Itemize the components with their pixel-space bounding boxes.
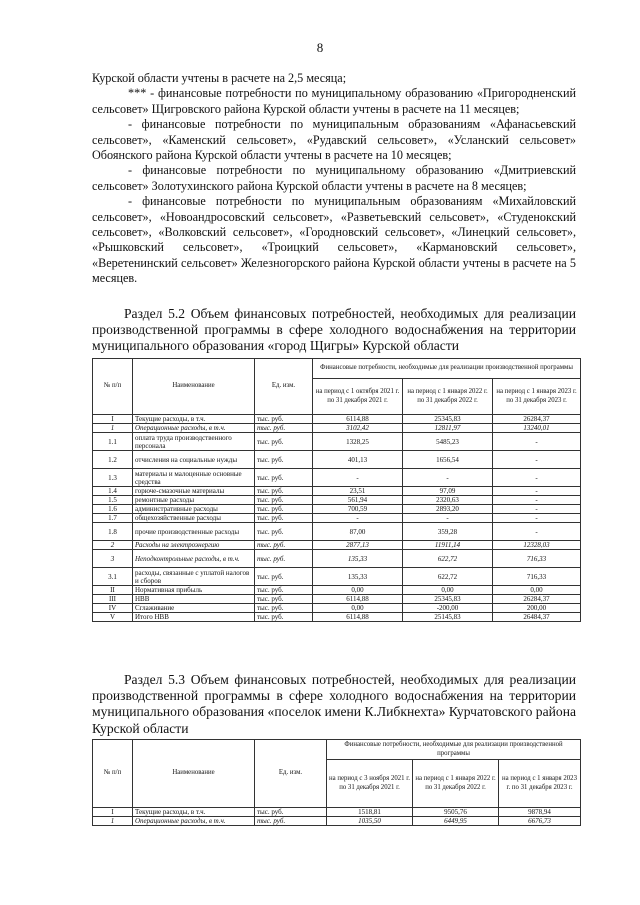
- row-unit: тыс. руб.: [255, 817, 327, 826]
- row-unit: тыс. руб.: [255, 424, 313, 433]
- table-row: [93, 451, 581, 469]
- table-row: [93, 487, 581, 496]
- row-unit: тыс. руб.: [255, 415, 313, 424]
- row-name: Текущие расходы, в т.ч.: [133, 808, 255, 817]
- row-number: 2: [93, 541, 133, 550]
- value-period-2: 359,28: [403, 523, 493, 541]
- row-number: 1: [93, 817, 133, 826]
- row-number: 1.3: [93, 469, 133, 487]
- value-period-2: 25345,83: [403, 595, 493, 604]
- header-unit: Ед. изм.: [255, 740, 327, 808]
- value-period-3: 9878,94: [499, 808, 581, 817]
- row-unit: тыс. руб.: [255, 613, 313, 622]
- row-unit: тыс. руб.: [255, 586, 313, 595]
- table-row: [93, 817, 581, 826]
- value-period-3: 6676,73: [499, 817, 581, 826]
- value-period-2: 12811,97: [403, 424, 493, 433]
- header-period-1: на период с 1 октября 2021 г. по 31 декабря 2021 г.: [313, 379, 403, 415]
- table-row: [93, 496, 581, 505]
- row-unit: тыс. руб.: [255, 523, 313, 541]
- row-unit: тыс. руб.: [255, 469, 313, 487]
- section-5-3-heading: [92, 672, 576, 737]
- table-row: [93, 568, 581, 586]
- row-unit: тыс. руб.: [255, 505, 313, 514]
- value-period-2: 622,72: [403, 568, 493, 586]
- row-number: 1: [93, 424, 133, 433]
- row-number: I: [93, 415, 133, 424]
- header-period-2: на период с 1 января 2022 г. по 31 декабря 2022 г.: [413, 760, 499, 808]
- row-name: Операционные расходы, в т.ч.: [133, 424, 255, 433]
- row-number: III: [93, 595, 133, 604]
- paragraph: - финансовые потребности по муниципальному образованию «Дмитриевский сельсовет» Золотухинского района Курской области учтены в расчете на 8 месяцев;: [92, 163, 576, 193]
- value-period-3: -: [493, 514, 581, 523]
- row-number: IV: [93, 604, 133, 613]
- value-period-2: 9505,76: [413, 808, 499, 817]
- value-period-1: 6114,88: [313, 415, 403, 424]
- value-period-3: 0,00: [493, 586, 581, 595]
- value-period-2: -: [403, 514, 493, 523]
- header-num: № п/п: [93, 359, 133, 415]
- row-unit: тыс. руб.: [255, 433, 313, 451]
- row-name: расходы, связанные с уплатой налогов и сборов: [133, 568, 255, 586]
- header-period-3: на период с 1 января 2023 г. по 31 декабря 2023 г.: [499, 760, 581, 808]
- row-name: общехозяйственные расходы: [133, 514, 255, 523]
- table-row: [93, 595, 581, 604]
- table-row: [93, 415, 581, 424]
- header-name: Наименование: [133, 359, 255, 415]
- row-unit: тыс. руб.: [255, 451, 313, 469]
- value-period-3: -: [493, 487, 581, 496]
- row-number: 1.4: [93, 487, 133, 496]
- row-unit: тыс. руб.: [255, 568, 313, 586]
- section-5-2-heading: [92, 306, 576, 355]
- row-name: горюче-смазочные материалы: [133, 487, 255, 496]
- body-text: [92, 71, 576, 287]
- row-number: 1.5: [93, 496, 133, 505]
- value-period-1: 135,33: [313, 568, 403, 586]
- row-number: 1.7: [93, 514, 133, 523]
- paragraph: - финансовые потребности по муниципальным образованиям «Афанасьевский сельсовет», «Каменский сельсовет», «Рудавский сельсовет», «Усланский сельсовет» Обоянского района Курской области учтены в расчете на 10 месяцев;: [92, 117, 576, 163]
- value-period-3: -: [493, 505, 581, 514]
- row-unit: тыс. руб.: [255, 595, 313, 604]
- value-period-3: -: [493, 496, 581, 505]
- value-period-1: 2877,13: [313, 541, 403, 550]
- section-heading-text: Раздел 5.2 Объем финансовых потребностей, необходимых для реализации производственной программы в сфере холодного водоснабжения на территории муниципального образования «город Щигры» Курской области: [92, 306, 576, 354]
- value-period-3: 716,33: [493, 550, 581, 568]
- header-name: Наименование: [133, 740, 255, 808]
- row-name: Неподконтрольные расходы, в т.ч.: [133, 550, 255, 568]
- value-period-3: 13240,01: [493, 424, 581, 433]
- value-period-3: 26284,37: [493, 595, 581, 604]
- header-group: Финансовые потребности, необходимые для реализации производственной программы: [327, 740, 581, 760]
- page-number: 8: [316, 40, 324, 55]
- value-period-2: 622,72: [403, 550, 493, 568]
- section-heading-text: Раздел 5.3 Объем финансовых потребностей, необходимых для реализации производственной программы в сфере холодного водоснабжения на территории муниципального образования «поселок имени К.Либкнехта» Курчатовского района Курской области: [92, 672, 576, 736]
- value-period-2: 97,09: [403, 487, 493, 496]
- value-period-2: 25145,83: [403, 613, 493, 622]
- value-period-1: -: [313, 469, 403, 487]
- header-period-1: на период с 3 ноября 2021 г. по 31 декабря 2021 г.: [327, 760, 413, 808]
- value-period-3: 12328,03: [493, 541, 581, 550]
- header-period-2: на период с 1 января 2022 г. по 31 декабря 2022 г.: [403, 379, 493, 415]
- row-name: Расходы на электроэнергию: [133, 541, 255, 550]
- table-row: [93, 586, 581, 595]
- row-name: отчисления на социальные нужды: [133, 451, 255, 469]
- value-period-1: 0,00: [313, 604, 403, 613]
- row-unit: тыс. руб.: [255, 487, 313, 496]
- row-unit: тыс. руб.: [255, 808, 327, 817]
- header-unit: Ед. изм.: [255, 359, 313, 415]
- row-name: Операционные расходы, в т.ч.: [133, 817, 255, 826]
- value-period-2: 1656,54: [403, 451, 493, 469]
- value-period-1: 1328,25: [313, 433, 403, 451]
- row-unit: тыс. руб.: [255, 496, 313, 505]
- row-name: административные расходы: [133, 505, 255, 514]
- value-period-3: -: [493, 451, 581, 469]
- value-period-2: 5485,23: [403, 433, 493, 451]
- row-number: V: [93, 613, 133, 622]
- value-period-3: -: [493, 433, 581, 451]
- row-number: 1.6: [93, 505, 133, 514]
- value-period-2: 11911,14: [403, 541, 493, 550]
- table-row: [93, 613, 581, 622]
- table-row: [93, 550, 581, 568]
- row-unit: тыс. руб.: [255, 541, 313, 550]
- table-row: [93, 469, 581, 487]
- row-unit: тыс. руб.: [255, 604, 313, 613]
- value-period-3: 26484,37: [493, 613, 581, 622]
- row-name: Текущие расходы, в т.ч.: [133, 415, 255, 424]
- value-period-2: 6449,95: [413, 817, 499, 826]
- row-number: 1.1: [93, 433, 133, 451]
- row-name: НВВ: [133, 595, 255, 604]
- value-period-2: 25345,83: [403, 415, 493, 424]
- value-period-2: 0,00: [403, 586, 493, 595]
- row-name: Сглаживание: [133, 604, 255, 613]
- value-period-1: 0,00: [313, 586, 403, 595]
- row-name: Итого НВВ: [133, 613, 255, 622]
- value-period-3: -: [493, 469, 581, 487]
- value-period-2: -: [403, 469, 493, 487]
- value-period-2: -200,00: [403, 604, 493, 613]
- paragraph: - финансовые потребности по муниципальным образованиям «Михайловский сельсовет», «Новоандросовский сельсовет», «Разветьевский сельсовет», «Студенокский сельсовет», «Волковский сельсовет», «Городновский сельсовет», «Линецкий сельсовет», «Рышковский сельсовет», «Троицкий сельсовет», «Кармановский сельсовет», «Веретенинский сельсовет» Железногорского района Курской области учтены в расчете на 5 месяцев.: [92, 194, 576, 286]
- section-5-3-table: [92, 739, 581, 826]
- value-period-1: 3102,42: [313, 424, 403, 433]
- value-period-1: 23,51: [313, 487, 403, 496]
- row-number: II: [93, 586, 133, 595]
- header-num: № п/п: [93, 740, 133, 808]
- table-row: [93, 433, 581, 451]
- row-number: 3.1: [93, 568, 133, 586]
- value-period-3: 716,33: [493, 568, 581, 586]
- value-period-1: 87,00: [313, 523, 403, 541]
- value-period-1: 6114,88: [313, 613, 403, 622]
- row-unit: тыс. руб.: [255, 550, 313, 568]
- row-unit: тыс. руб.: [255, 514, 313, 523]
- table-row: [93, 505, 581, 514]
- row-name: прочие производственные расходы: [133, 523, 255, 541]
- row-name: материалы и малоценные основные средства: [133, 469, 255, 487]
- value-period-1: 6114,88: [313, 595, 403, 604]
- table-row: [93, 604, 581, 613]
- row-number: 1.8: [93, 523, 133, 541]
- value-period-3: 26284,37: [493, 415, 581, 424]
- value-period-1: 700,59: [313, 505, 403, 514]
- value-period-3: 200,00: [493, 604, 581, 613]
- paragraph: Курской области учтены в расчете на 2,5 месяца;: [92, 71, 347, 85]
- row-name: оплата труда производственного персонала: [133, 433, 255, 451]
- row-number: 1.2: [93, 451, 133, 469]
- value-period-1: -: [313, 514, 403, 523]
- table-row: [93, 424, 581, 433]
- value-period-3: -: [493, 523, 581, 541]
- row-name: ремонтные расходы: [133, 496, 255, 505]
- row-number: 3: [93, 550, 133, 568]
- table-row: [93, 808, 581, 817]
- table-row: [93, 514, 581, 523]
- paragraph: *** - финансовые потребности по муниципальному образованию «Пригородненский сельсовет» Щигровского района Курской области учтены в расчете на 11 месяцев;: [92, 86, 576, 116]
- value-period-2: 2320,63: [403, 496, 493, 505]
- header-group: Финансовые потребности, необходимые для реализации производственной программы: [313, 359, 581, 379]
- value-period-1: 401,13: [313, 451, 403, 469]
- value-period-1: 1518,81: [327, 808, 413, 817]
- table-row: [93, 541, 581, 550]
- value-period-1: 135,33: [313, 550, 403, 568]
- value-period-1: 561,94: [313, 496, 403, 505]
- table-row: [93, 523, 581, 541]
- value-period-2: 2893,20: [403, 505, 493, 514]
- section-5-2-table: [92, 358, 581, 622]
- row-name: Нормативная прибыль: [133, 586, 255, 595]
- header-period-3: на период с 1 января 2023 г. по 31 декабря 2023 г.: [493, 379, 581, 415]
- row-number: I: [93, 808, 133, 817]
- value-period-1: 1035,50: [327, 817, 413, 826]
